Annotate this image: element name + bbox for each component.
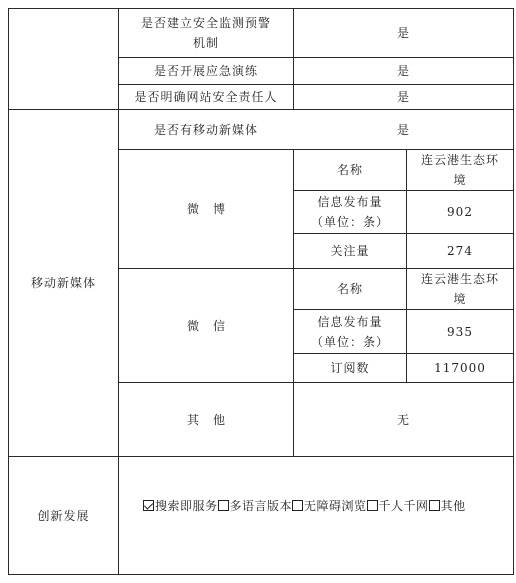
drill-label: 是否开展应急演练 (153, 64, 258, 78)
wechat-subs-label: 订阅数 (330, 361, 370, 375)
weibo-posts-value: 902 (447, 205, 473, 219)
other-label: 其他 (186, 412, 239, 427)
option-label: 搜索即服务 (155, 498, 218, 513)
owner-value: 是 (396, 90, 410, 104)
weibo-name-label: 名称 (336, 163, 363, 177)
drill-value: 是 (396, 64, 410, 78)
table-border-right (513, 8, 514, 575)
option-label: 其他 (440, 498, 466, 513)
has-mobile-value: 是 (396, 122, 410, 137)
weibo-posts-label: 信息发布量（单位：条） (310, 195, 389, 229)
has-mobile-label: 是否有移动新媒体 (153, 122, 258, 137)
wechat-label: 微信 (186, 318, 239, 333)
innovation-section-label: 创新发展 (37, 508, 90, 523)
option-multilingual[interactable] (218, 497, 293, 514)
wechat-posts-label: 信息发布量（单位：条） (310, 314, 389, 349)
owner-label: 是否明确网站安全责任人 (134, 90, 278, 104)
option-label: 多语言版本 (229, 498, 293, 513)
mobile-section-label: 移动新媒体 (30, 276, 96, 290)
weibo-name-value: 连云港生态环境 (420, 153, 499, 187)
weibo-follow-label: 关注量 (330, 244, 370, 258)
checkbox-icon[interactable] (218, 500, 229, 511)
monitoring-label: 是否建立安全监测预警机制 (140, 16, 271, 50)
checkbox-checked-icon[interactable] (143, 500, 154, 511)
table-border-bottom (8, 574, 514, 575)
wechat-subs-value: 117000 (434, 361, 486, 375)
checkbox-icon[interactable] (292, 500, 303, 511)
other-value: 无 (396, 412, 410, 427)
weibo-label: 微博 (186, 202, 239, 216)
option-label: 无障碍浏览 (304, 498, 367, 513)
wechat-name-value: 连云港生态环境 (420, 272, 499, 306)
wechat-name-label: 名称 (336, 282, 363, 296)
innovation-options (143, 494, 513, 516)
option-other[interactable] (429, 497, 466, 514)
option-accessibility[interactable] (292, 497, 367, 514)
option-search-as-service[interactable] (143, 497, 218, 514)
option-personalized[interactable] (367, 497, 429, 514)
wechat-posts-value: 935 (447, 324, 473, 339)
monitoring-value: 是 (396, 26, 410, 40)
checkbox-icon[interactable] (429, 500, 440, 511)
checkbox-icon[interactable] (367, 500, 378, 511)
weibo-follow-value: 274 (447, 244, 473, 258)
option-label: 千人千网 (378, 498, 429, 513)
